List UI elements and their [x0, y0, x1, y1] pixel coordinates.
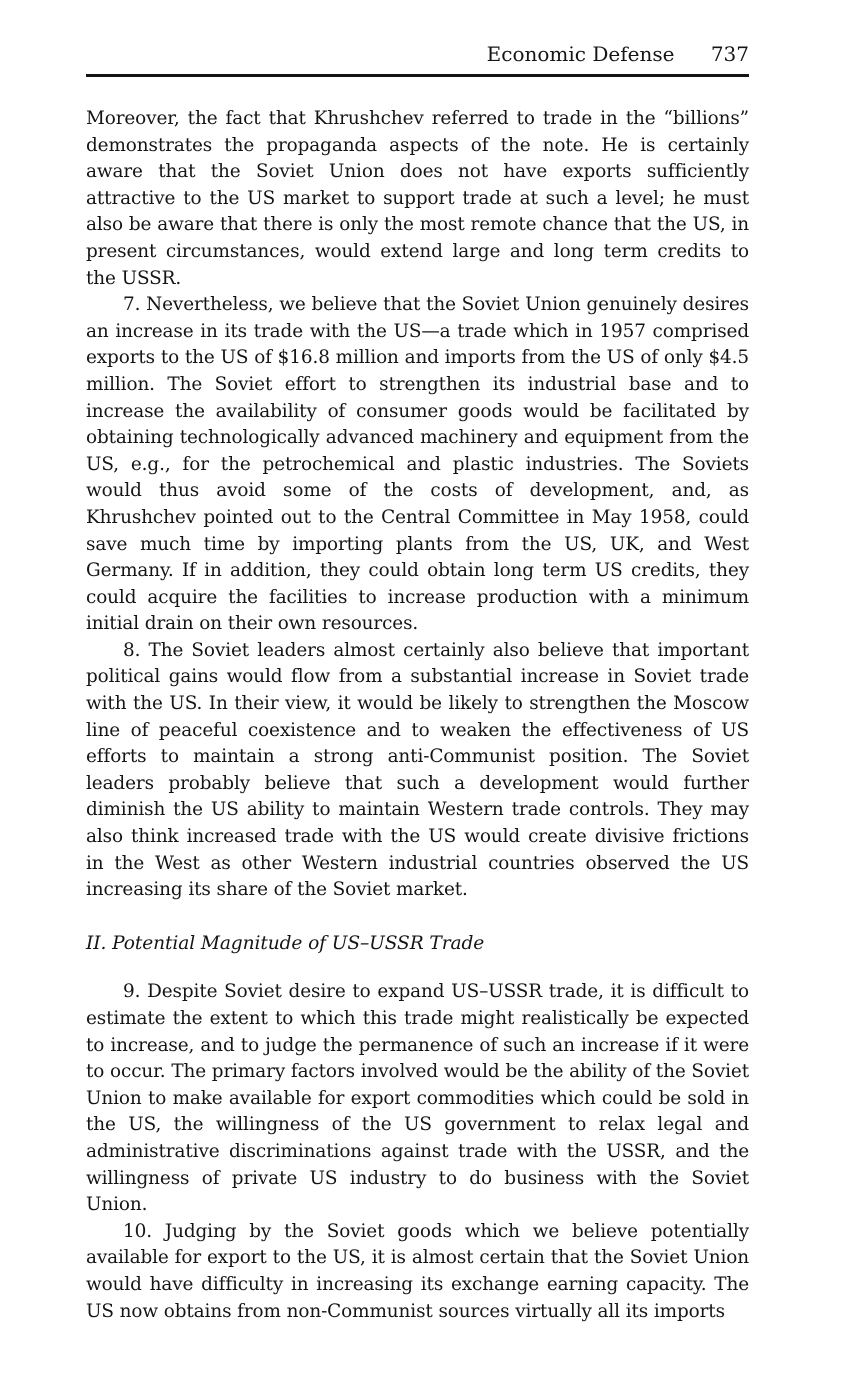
running-header-title: Economic Defense: [486, 42, 675, 66]
page-number: 737: [710, 42, 749, 66]
page-body: [86, 106, 749, 1325]
paragraph-10: 10. Judging by the Soviet goods which we believe potentially available for export to the US, it is almost certain that the Soviet Union would have difficulty in increasing its exchange earning capacity. The US now obtains from non-Communist sources virtually all its imports: [86, 1220, 749, 1322]
paragraph-7: 7. Nevertheless, we believe that the Soviet Union genuinely desires an increase in its trade with the US—a trade which in 1957 comprised exports to the US of $16.8 million and imports from the US of only $4.5 million. The Soviet effort to strengthen its industrial base and to increase the availability of consumer goods would be facilitated by obtaining technologically advanced machinery and equipment from the US, e.g., for the petrochemical and plastic industries. The Soviets would thus avoid some of the costs of development, and, as Khrushchev pointed out to the Central Committee in May 1958, could save much time by importing plants from the US, UK, and West Germany. If in addition, they could obtain long term US credits, they could acquire the facilities to increase production with a minimum initial drain on their own resources.: [86, 294, 749, 635]
section-heading: II. Potential Magnitude of US–USSR Trade: [86, 932, 485, 954]
paragraph-intro: Moreover, the fact that Khrushchev referred to trade in the “billions” demonstrates the propaganda aspects of the note. He is certainly aware that the Soviet Union does not have exports sufficiently attractive to the US market to support trade at such a level; he must also be aware that there is only the most remote chance that the US, in present circumstances, would extend large and long term credits to the USSR.: [86, 108, 749, 289]
running-header: [86, 42, 749, 74]
paragraph-8: 8. The Soviet leaders almost certainly also believe that important political gains would flow from a substantial increase in Soviet trade with the US. In their view, it would be likely to strengthen the Moscow line of peaceful coexistence and to weaken the effectiveness of US efforts to maintain a strong anti-Communist position. The Soviet leaders probably believe that such a development would further diminish the US ability to maintain Western trade controls. They may also think increased trade with the US would create divisive frictions in the West as other Western industrial countries observed the US increasing its share of the Soviet market.: [86, 639, 749, 901]
paragraph-9: 9. Despite Soviet desire to expand US–USSR trade, it is difficult to estimate the extent to which this trade might realistically be expected to increase, and to judge the permanence of such an increase if it were to occur. The primary factors involved would be the ability of the Soviet Union to make available for export commodities which could be sold in the US, the willingness of the US government to relax legal and administrative discriminations against trade with the USSR, and the willingness of private US industry to do business with the Soviet Union.: [86, 981, 749, 1216]
header-rule: [86, 74, 749, 77]
